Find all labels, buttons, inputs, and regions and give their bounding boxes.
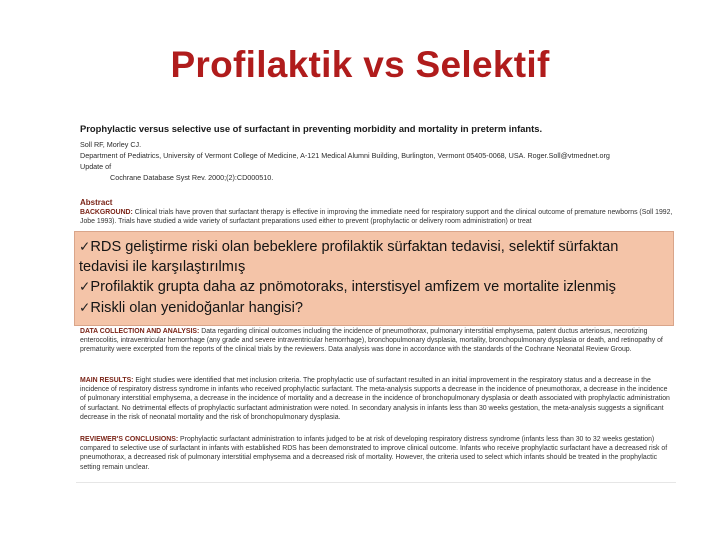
article-title: Prophylactic versus selective use of surfactant in preventing morbidity and mortality in preterm infants.	[80, 123, 543, 134]
affiliation: Department of Pediatrics, University of Vermont College of Medicine, A-121 Medical Alumni Building, Burlington, Vermont 05405-0068, USA. Roger.Soll@vtmednet.org	[80, 151, 610, 160]
citation-source: Cochrane Database Syst Rev. 2000;(2):CD000510.	[110, 173, 274, 182]
background-label: BACKGROUND:	[80, 209, 133, 216]
background-text: Clinical trials have proven that surfactant therapy is effective in improving the immediate need for respiratory support and the clinical outcome of premature newborns (Soll 1992, Jobe 1993). Trials have studied a wide variety of surfactant preparations used either to prevent (prophylactic or delivery room administration) or treat	[80, 209, 673, 226]
main-results-label: MAIN RESULTS:	[80, 377, 134, 384]
callout-text-1: RDS geliştirme riski olan bebeklere profilaktik sürfaktan tedavisi, selektif sürfaktan	[90, 239, 619, 255]
callout-text-2: tedavisi ile karşılaştırılmış	[79, 258, 246, 275]
main-results-paragraph	[80, 376, 674, 432]
data-collection-text: Data regarding clinical outcomes including the incidence of pneumothorax, pulmonary interstitial emphysema, patent ductus arteriosus, necrotizing enterocolitis, intraventricular hemorrhage (any grade and severe intraventricular hemorrhage), bronchopulmonary dysplasia, mortality, bronchopulmonary dysplasia or death, and retinopathy of prematurity were excerpted from the reports of the clinical trials by the reviewers. Data analysis was done in accordance with the standards of the Cochrane Neonatal Review Group.	[80, 328, 663, 354]
callout-line-4	[79, 298, 667, 319]
callout-line-1	[79, 237, 667, 258]
conclusions-label: REVIEWER'S CONCLUSIONS:	[80, 436, 179, 443]
callout-text-4: Riskli olan yenidoğanlar hangisi?	[90, 299, 303, 316]
callout-line-3	[79, 277, 667, 298]
checkmark-icon: ✓	[79, 299, 91, 315]
summary-callout-box	[74, 231, 674, 326]
data-collection-label: DATA COLLECTION AND ANALYSIS:	[80, 328, 200, 335]
abstract-heading: Abstract	[80, 198, 113, 207]
callout-line-2	[79, 258, 667, 278]
checkmark-icon: ✓	[79, 239, 91, 254]
main-results-text: Eight studies were identified that met inclusion criteria. The prophylactic use of surfactant resulted in an initial improvement in the respiratory status and a decrease in the incidence of respiratory distress syndrome in infants who received prophylactic surfactant. The meta-analysis supports a decrease in the incidence of pneumothorax, a decrease in the incidence of pulmonary interstitial emphysema, a decrease in the incidence of mortality and a decrease in the incidence of bronchopulmonary dysplasia or death associated with prophylactic administration of surfactant. No detrimental effects of prophylactic surfactant administration were noted. In secondary analysis in infants less than 30 weeks gestation, the meta-analysis suggests a significant decrease in the risk of neonatal mortality and the risk of bronchopulmonary dysplasia.	[80, 377, 670, 421]
callout-text-3: Profilaktik grupta daha az pnömotoraks, interstisyel amfizem ve mortalite izlenmiş	[90, 279, 616, 296]
authors: Soll RF, Morley CJ.	[80, 140, 142, 149]
data-collection-paragraph	[80, 327, 674, 373]
slide-title: Profilaktik vs Selektif	[170, 44, 550, 85]
update-of: Update of	[80, 162, 112, 171]
checkmark-icon: ✓	[79, 279, 91, 295]
conclusions-text: Prophylactic surfactant administration to infants judged to be at risk of developing respiratory distress syndrome (infants less than 30 to 32 weeks gestation) compared to selective use of surfactant in infants with established RDS has been demonstrated to improve clinical outcome. Infants who receive prophylactic surfactant have a decreased risk of pneumothorax, a decreased risk of pulmonary interstitial emphysema and a decreased risk of mortality. However, the criteria used to select which infants should be treated in the prophylactic setting remain unclear.	[80, 436, 668, 471]
conclusions-paragraph	[80, 435, 674, 481]
